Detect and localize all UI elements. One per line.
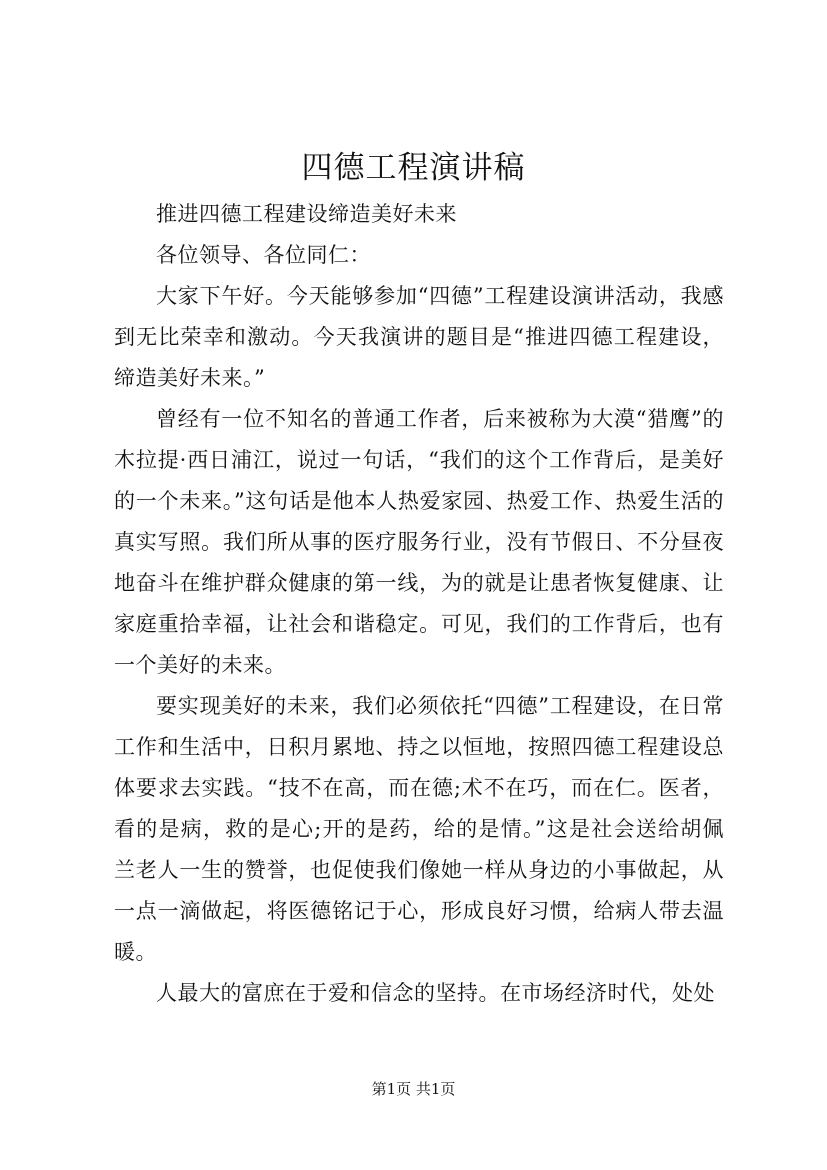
practice-paragraph: 要实现美好的未来，我们必须依托“四德”工程建设，在日常工作和生活中，日积月累地、持之以恒地，按照四德工程建设总体要求去实践。“技不在高，而在德;术不在巧，而在仁。医者，看的是病，救的是心;开的是药，给的是情。”这是社会送给胡佩兰老人一生的赞誉，也促使我们像她一样从身边的小事做起，从一点一滴做起，将医德铭记于心，形成良好习惯，给病人带去温暖。 [114,694,724,964]
closing-partial-paragraph: 人最大的富庶在于爱和信念的坚持。在市场经济时代，处处 [156,981,715,1005]
page-number-footer: 第1页 共1页 [371,1080,456,1098]
subtitle-paragraph: 推进四德工程建设缔造美好未来 [156,202,457,226]
salutation-paragraph: 各位领导、各位同仁： [156,243,371,267]
document-title: 四德工程演讲稿 [301,150,526,186]
document-body [114,194,724,1014]
story-paragraph: 曾经有一位不知名的普通工作者，后来被称为大漠“猎鹰”的木拉提·西日浦江，说过一句话，“我们的这个工作背后，是美好的一个未来。”这句话是他本人热爱家园、热爱工作、热爱生活的真实写照。我们所从事的医疗服务行业，没有节假日、不分昼夜地奋斗在维护群众健康的第一线，为的就是让患者恢复健康、让家庭重拾幸福，让社会和谐稳定。可见，我们的工作背后，也有一个美好的未来。 [114,407,724,677]
opening-paragraph: 大家下午好。今天能够参加“四德”工程建设演讲活动，我感到无比荣幸和激动。今天我演讲的题目是“推进四德工程建设，缔造美好未来。” [114,284,724,390]
